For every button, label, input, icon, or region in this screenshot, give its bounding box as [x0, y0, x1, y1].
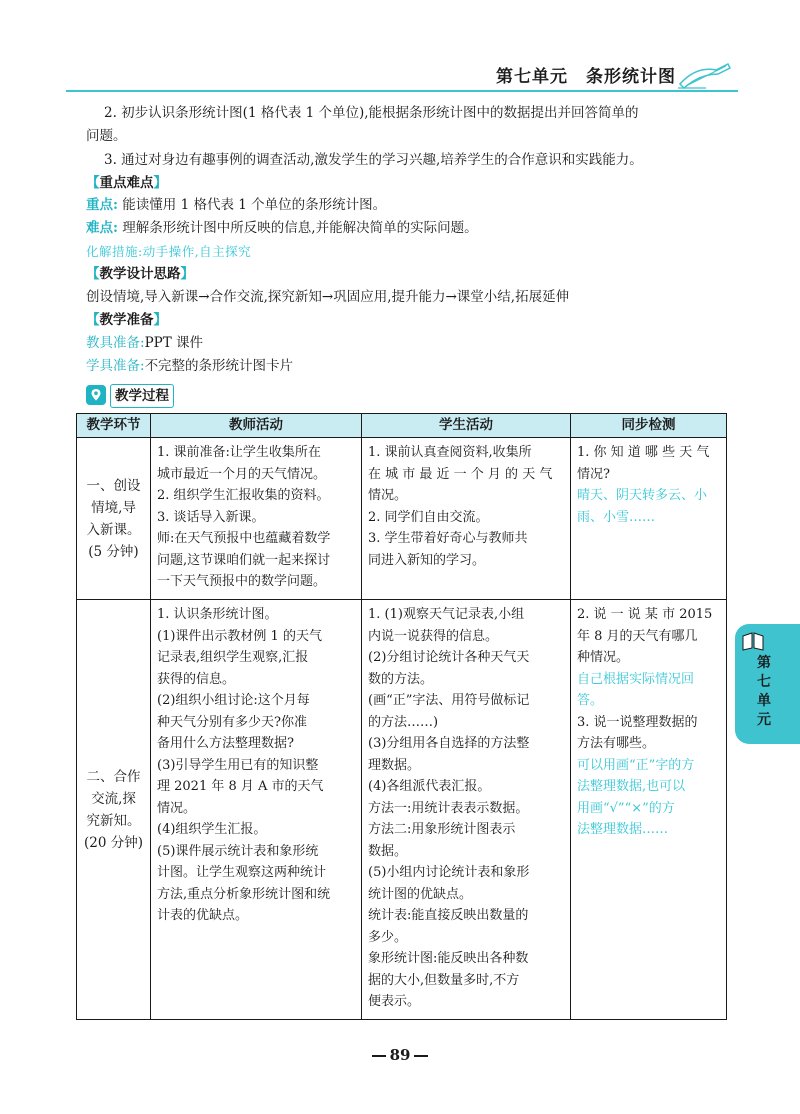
section-key-difficulty	[86, 172, 726, 195]
cell-line: 方法,重点分析象形统计图和统	[157, 886, 331, 902]
cell-line: 1. (1)观察天气记录表,小组	[368, 607, 525, 622]
cell-line: 统计图的优缺点。	[368, 886, 473, 902]
student-prep-label: 学具准备:	[86, 358, 145, 374]
student-cell	[362, 600, 571, 1020]
cell-line: 方法二:用象形统计图表示	[368, 822, 516, 837]
difficulty-label: 难点:	[86, 220, 118, 236]
check-answer: 用画“√”“×”的方	[577, 800, 675, 816]
student-cell	[362, 438, 571, 600]
check-question: 3. 说一说整理数据的	[577, 714, 698, 730]
col-header-teacher: 教师活动	[151, 414, 362, 438]
stage-line: (5 分钟)	[88, 543, 139, 560]
key-label: 重点:	[86, 197, 118, 213]
check-answer: 雨、小雪……	[577, 509, 656, 525]
cell-line: 理数据。	[368, 757, 421, 773]
cell-line: (2)组织小组讨论:这个月每	[157, 693, 310, 708]
cell-line: 城市最近一个月的天气情况。	[157, 466, 327, 482]
teacher-prep	[86, 332, 726, 355]
check-answer: 法整理数据,也可以	[577, 779, 686, 794]
process-label: 教学过程	[110, 384, 174, 408]
cell-line: 数据。	[368, 843, 408, 859]
cell-line: (4)各组派代表汇报。	[368, 779, 491, 794]
check-cell	[571, 600, 727, 1020]
bracket-open: 【	[86, 175, 100, 191]
cell-line: (4)组织学生汇报。	[157, 822, 267, 837]
bracket-close: 】	[153, 175, 167, 191]
teacher-cell	[151, 438, 362, 600]
col-header-student: 学生活动	[362, 414, 571, 438]
cell-line: 师:在天气预报中也蕴藏着数学	[157, 531, 331, 546]
table-row	[77, 438, 727, 600]
check-question: 方法有哪些。	[577, 736, 656, 751]
goal-2-line-b: 问题。	[86, 128, 127, 144]
cell-line: 计表的优缺点。	[157, 908, 249, 923]
student-prep	[86, 355, 726, 378]
cell-line: 一下天气预报中的数学问题。	[157, 574, 327, 589]
key-point	[86, 194, 726, 217]
cell-line: (3)引导学生用已有的知识整	[157, 757, 319, 773]
difficulty-point	[86, 217, 726, 240]
check-answer: 可以用画“正”字的方	[577, 757, 695, 773]
col-header-check: 同步检测	[571, 414, 727, 438]
stage-line: 入新课。	[86, 521, 141, 538]
side-tab-label: 第七单元	[757, 655, 771, 728]
design-text: 创设情境,导入新课→合作交流,探究新知→巩固应用,提升能力→课堂小结,拓展延伸	[86, 289, 570, 305]
cell-line: 象形统计图:能反映出各种数	[368, 951, 529, 966]
check-question: 情况?	[577, 466, 610, 482]
check-cell	[571, 438, 727, 600]
cell-line: (1)课件出示教材例 1 的天气	[157, 628, 322, 644]
bracket-open: 【	[86, 312, 100, 328]
cell-line: 据的大小,但数量多时,不方	[368, 972, 520, 988]
page-number-text: 89	[389, 1046, 411, 1064]
table-header-row	[77, 414, 727, 438]
cell-line: (3)分组用各自选择的方法整	[368, 736, 530, 751]
cell-line: (2)分组讨论统计各种天气天	[368, 650, 530, 665]
dash-right	[414, 1055, 428, 1057]
bracket-close: 】	[180, 266, 194, 282]
section-design	[86, 263, 726, 286]
check-answer: 晴天、阴天转多云、小	[577, 488, 708, 503]
goal-3: 3. 通过对身边有趣事例的调查活动,激发学生的学习兴趣,培养学生的合作意识和实践能力。	[104, 152, 643, 168]
teacher-prep-label: 教具准备:	[86, 335, 145, 351]
teaching-process-heading	[86, 384, 198, 406]
student-prep-text: 不完整的条形统计图卡片	[144, 358, 294, 374]
stage-line: 情境,导	[91, 499, 136, 516]
goal-2-line-a: 2. 初步认识条形统计图(1 格代表 1 个单位),能根据条形统计图中的数据提出并回答简单的	[104, 105, 639, 121]
teacher-cell	[151, 600, 362, 1020]
check-answer: 自己根据实际情况回	[577, 671, 695, 687]
cell-line: 记录表,组织学生观察,汇报	[157, 650, 309, 665]
table-row	[77, 600, 727, 1020]
location-pin-icon	[86, 385, 106, 405]
book-icon	[741, 630, 765, 652]
cell-line: 获得的信息。	[157, 671, 236, 687]
cell-line: 在 城 市 最 近 一 个 月 的 天 气	[368, 466, 553, 482]
cell-line: (5)课件展示统计表和象形统	[157, 843, 319, 859]
check-answer: 答。	[577, 693, 604, 708]
cell-line: 3. 学生带着好奇心与教师共	[368, 531, 528, 546]
cell-line: 情况。	[157, 800, 197, 816]
stage-cell	[77, 600, 151, 1020]
cell-line: (5)小组内讨论统计表和象形	[368, 865, 530, 880]
check-answer: 法整理数据……	[577, 822, 669, 837]
section-prep	[86, 309, 726, 332]
key-text: 能读懂用 1 格代表 1 个单位的条形统计图。	[122, 197, 387, 213]
cell-line: 理 2021 年 8 月 A 市的天气	[157, 779, 324, 794]
cell-line: 2. 组织学生汇报收集的资料。	[157, 488, 330, 503]
stage-line: 究新知。	[86, 812, 141, 829]
cell-line: 的方法……)	[368, 714, 439, 730]
section-heading: 教学设计思路	[99, 266, 181, 282]
check-question: 2. 说 一 说 某 市 2015	[577, 607, 713, 622]
cell-line: 情况。	[368, 488, 408, 503]
stage-line: 交流,探	[91, 790, 136, 807]
stage-cell	[77, 438, 151, 600]
check-question: 年 8 月的天气有哪几	[577, 628, 698, 644]
difficulty-text: 理解条形统计图中所反映的信息,并能解决简单的实际问题。	[122, 220, 478, 236]
teacher-prep-text: PPT 课件	[144, 335, 204, 351]
dash-left	[372, 1055, 386, 1057]
cell-line: 数的方法。	[368, 671, 434, 687]
teaching-process-table	[76, 413, 727, 1020]
cell-line: (画“正”字法、用符号做标记	[368, 693, 530, 708]
pen-decoration-icon	[676, 60, 734, 90]
cell-line: 备用什么方法整理数据?	[157, 736, 294, 751]
cell-line: 便表示。	[368, 994, 421, 1009]
cell-line: 3. 谈话导入新课。	[157, 509, 265, 525]
stage-line: 二、合作	[86, 768, 141, 785]
unit-title: 第七单元 条形统计图	[496, 67, 676, 87]
stage-line: 一、创设	[86, 477, 141, 494]
cell-line: 同进入新知的学习。	[368, 552, 486, 568]
cell-line: 统计表:能直接反映出数量的	[368, 908, 529, 923]
section-heading: 教学准备	[99, 312, 154, 328]
bracket-open: 【	[86, 266, 100, 282]
cell-line: 多少。	[368, 929, 408, 945]
page-header	[66, 58, 738, 92]
cell-line: 计图。让学生观察这两种统计	[157, 865, 327, 880]
stage-line: (20 分钟)	[83, 834, 143, 851]
cell-line: 内说一说获得的信息。	[368, 628, 499, 644]
header-rule	[66, 90, 738, 92]
section-heading: 重点难点	[99, 175, 154, 191]
cell-line: 1. 课前认真查阅资料,收集所	[368, 445, 532, 460]
cell-line: 1. 认识条形统计图。	[157, 607, 278, 622]
cell-line: 种天气分别有多少天?你准	[157, 714, 307, 730]
col-header-stage: 教学环节	[77, 414, 151, 438]
resolution-note: 化解措施:动手操作,自主探究	[86, 244, 252, 259]
check-question: 1. 你 知 道 哪 些 天 气	[577, 445, 710, 460]
page-number	[0, 1046, 800, 1064]
check-question: 种情况。	[577, 650, 630, 665]
cell-line: 1. 课前准备:让学生收集所在	[157, 445, 321, 460]
bracket-close: 】	[153, 312, 167, 328]
unit-side-tab	[735, 624, 800, 744]
cell-line: 2. 同学们自由交流。	[368, 509, 489, 525]
cell-line: 问题,这节课咱们就一起来探讨	[157, 552, 331, 568]
cell-line: 方法一:用统计表表示数据。	[368, 800, 529, 816]
